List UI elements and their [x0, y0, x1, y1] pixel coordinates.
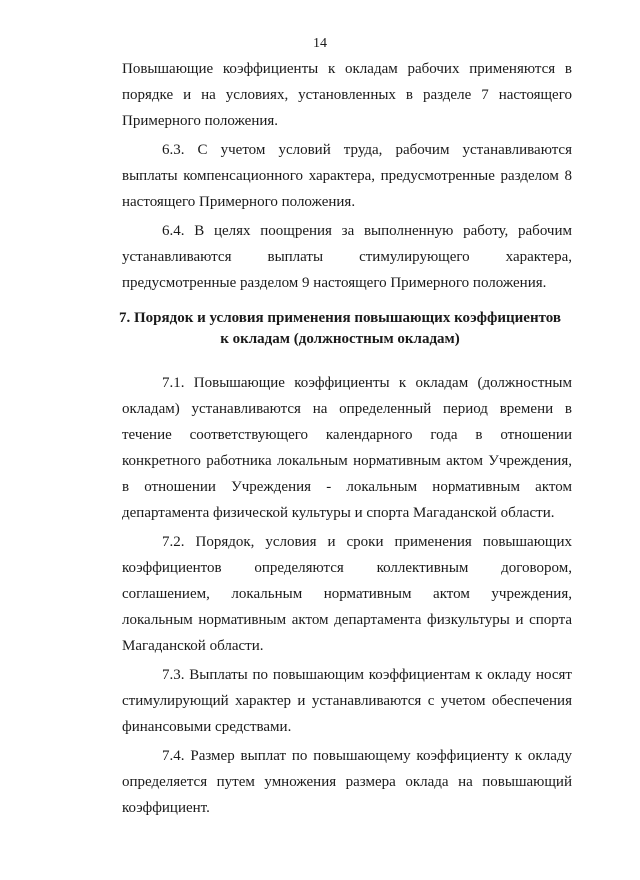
paragraph-6-4: 6.4. В целях поощрения за выполненную работу, рабочим устанавливаются выплаты стимулирующего характера, предусмотренные разделом 9 настоящего Примерного положения. [122, 223, 572, 291]
section-7-heading-line-1: 7. Порядок и условия применения повышающих коэффициентов [119, 310, 561, 326]
section-6-text [122, 56, 572, 296]
paragraph-coefficients-workers: Повышающие коэффициенты к окладам рабочих применяются в порядке и на условиях, установленных в разделе 7 настоящего Примерного положения. [122, 61, 572, 129]
paragraph-7-2: 7.2. Порядок, условия и сроки применения повышающих коэффициентов определяются коллективным договором, соглашением, локальным нормативным актом учреждения, локальным нормативным актом департамента физкультуры и спорта Магаданской области. [122, 534, 572, 654]
paragraph-7-4: 7.4. Размер выплат по повышающему коэффициенту к окладу определяется путем умножения размера оклада на повышающий коэффициент. [122, 748, 572, 816]
paragraph-6-3: 6.3. С учетом условий труда, рабочим устанавливаются выплаты компенсационного характера, предусмотренные разделом 8 настоящего Примерного положения. [122, 142, 572, 210]
section-7-heading [100, 308, 580, 350]
page-number: 14 [313, 36, 327, 51]
section-7-heading-line-2: к окладам (должностным окладам) [220, 331, 460, 347]
paragraph-7-1: 7.1. Повышающие коэффициенты к окладам (должностным окладам) устанавливаются на определенный период времени в течение соответствующего календарного года в отношении конкретного работника локальным нормативным актом Учреждения, в отношении Учреждения - локальным нормативным актом департамента физической культуры и спорта Магаданской области. [122, 375, 572, 521]
paragraph-7-3: 7.3. Выплаты по повышающим коэффициентам к окладу носят стимулирующий характер и устанавливаются с учетом обеспечения финансовыми средствами. [122, 667, 572, 735]
section-7-text [122, 370, 572, 821]
